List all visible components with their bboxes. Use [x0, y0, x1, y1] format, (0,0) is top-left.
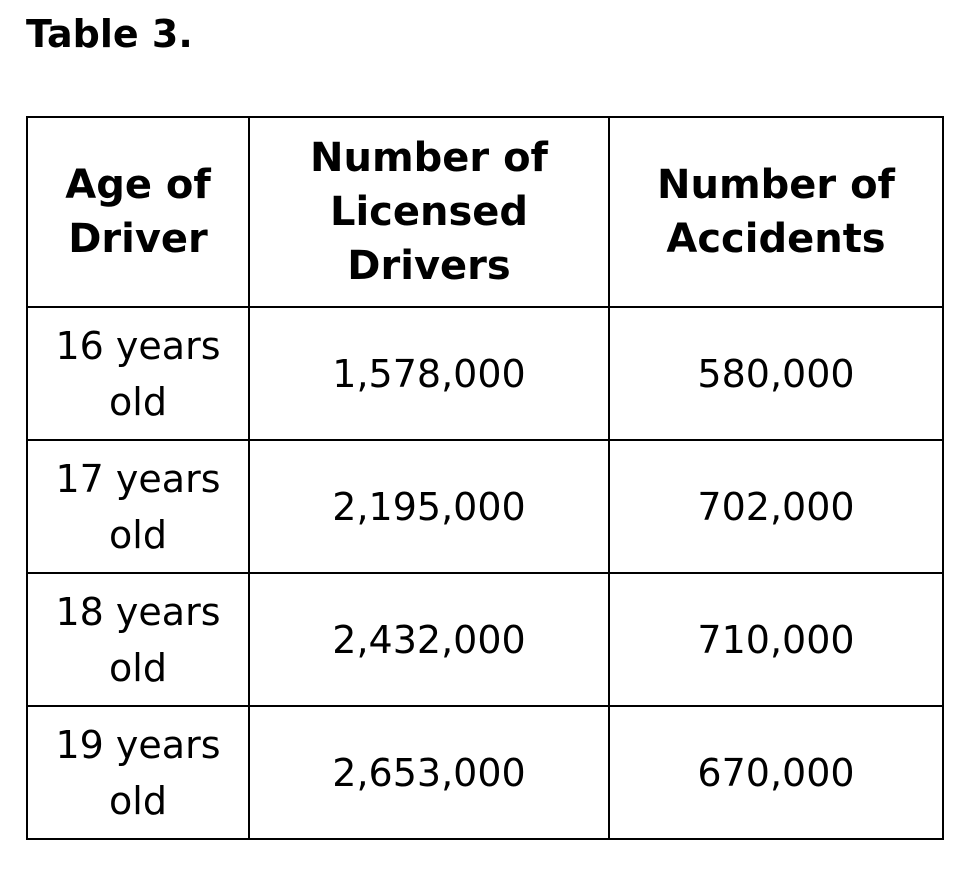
- header-licensed-drivers: [249, 117, 609, 307]
- cell-licensed-drivers: 2,195,000: [249, 440, 609, 573]
- cell-licensed-drivers: 2,653,000: [249, 706, 609, 839]
- table-row: [27, 573, 943, 706]
- cell-age-text: 16 years old: [55, 323, 221, 424]
- table-header-row: [27, 117, 943, 307]
- cell-licensed-drivers: 2,432,000: [249, 573, 609, 706]
- cell-age: [27, 307, 249, 440]
- header-licensed-drivers-label: Number of Licensed Drivers: [310, 135, 548, 289]
- header-age-of-driver: [27, 117, 249, 307]
- table-row: [27, 706, 943, 839]
- cell-licensed-drivers: 1,578,000: [249, 307, 609, 440]
- cell-age: [27, 440, 249, 573]
- header-age-of-driver-label: Age of Driver: [65, 162, 211, 262]
- header-accidents-label: Number of Accidents: [657, 162, 895, 262]
- cell-age-text: 18 years old: [55, 589, 221, 690]
- table-row: [27, 307, 943, 440]
- cell-accidents: 580,000: [609, 307, 943, 440]
- cell-accidents: 670,000: [609, 706, 943, 839]
- cell-accidents: 702,000: [609, 440, 943, 573]
- header-accidents: [609, 117, 943, 307]
- cell-accidents: 710,000: [609, 573, 943, 706]
- driver-accidents-table: [26, 116, 944, 840]
- cell-age: [27, 706, 249, 839]
- cell-age-text: 17 years old: [55, 456, 221, 557]
- cell-age-text: 19 years old: [55, 722, 221, 823]
- cell-age: [27, 573, 249, 706]
- table-row: [27, 440, 943, 573]
- table-title: Table 3.: [26, 12, 193, 56]
